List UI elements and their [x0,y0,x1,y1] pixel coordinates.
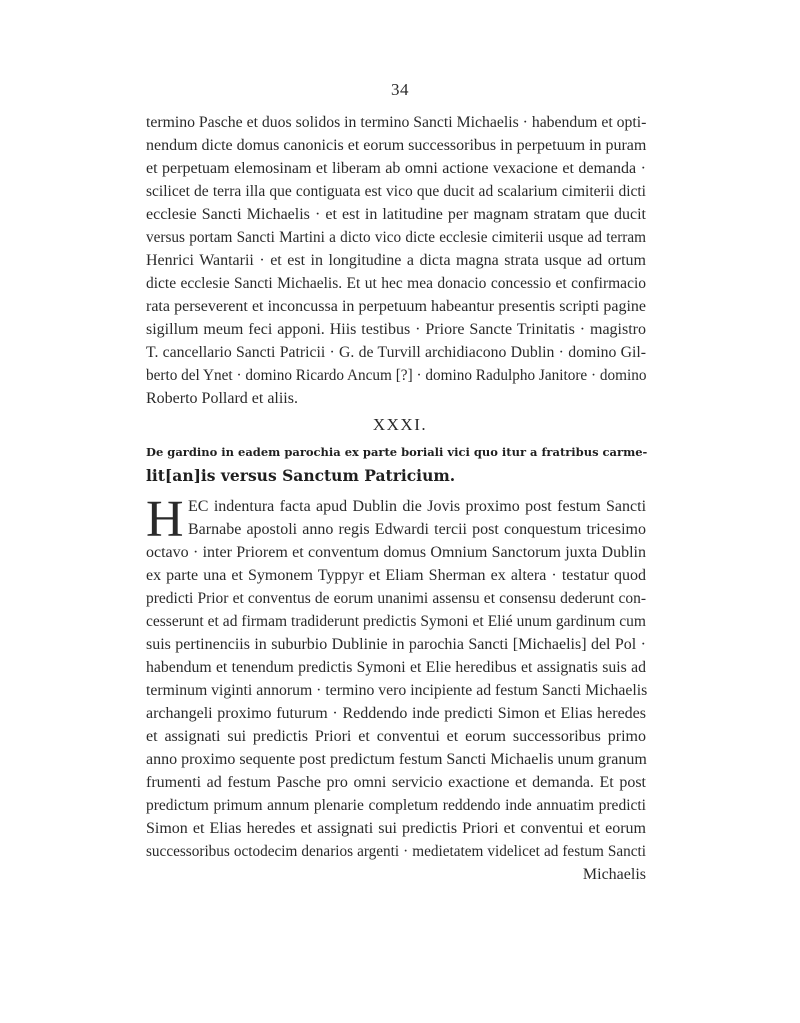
text-line: scilicet de terra illa que contiguata est vico que ducit ad scalarium cimiterii dicti [146,183,646,200]
drop-cap: H [146,491,184,548]
heading-line: De gardino in eadem parochia ex parte boriali vici quo itur a fratribus carme- [146,445,648,459]
text-line: habendum et tenendum predictis Symoni et Elie heredibus et assignatis suis ad [146,659,646,676]
text-line: octavo · inter Priorem et conventum domus Omnium Sanctorum juxta Dublin [146,544,646,561]
text-line: terminum viginti annorum · termino vero incipiente ad festum Sancti Michaelis [146,682,648,699]
text-line: et assignati sui predictis Priori et conventui et eorum successoribus primo [146,728,646,745]
text-line: predicti Prior et conventus de eorum unanimi assensu et consensu dederunt con- [146,590,646,607]
text-line: frumenti ad festum Pasche pro omni servicio exactione et demanda. Et post [146,774,646,791]
text-line: Barnabe apostoli anno regis Edwardi tercii post conquestum tricesimo [188,521,646,538]
text-line: et perpetuam elemosinam et liberam ab omni actione vexacione et demanda · [146,160,646,177]
text-line: ex parte una et Symonem Typpyr et Eliam Sherman ex altera · testatur quod [146,567,646,584]
text-line: sigillum meum feci apponi. Hiis testibus · Priore Sancte Trinitatis · magistro [146,321,646,338]
text-line: cesserunt et ad firmam tradiderunt predictis Symoni et Elié unum gardinum cum [146,613,646,630]
catchword: Michaelis [582,866,646,883]
text-line: ecclesie Sancti Michaelis · et est in latitudine per magnam stratam que ducit [146,206,646,223]
text-line: predictum primum annum plenarie completum reddendo inde annuatim predicti [146,797,646,814]
text-line: archangeli proximo futurum · Reddendo inde predicti Simon et Elias heredes [146,705,646,722]
section-number: XXXI. [372,415,428,434]
text-line: Henrici Wantarii · et est in longitudine a dicta magna strata usque ad ortum [146,252,646,269]
first-word-rest: EC [188,498,209,515]
paragraph-indenture [146,491,648,886]
text-line: termino Pasche et duos solidos in termino Sancti Michaelis · habendum et opti- [146,114,647,131]
text-line: T. cancellario Sancti Patricii · G. de Turvill archidiacono Dublin · domino Gil- [146,344,646,361]
text-line: rata perseverent et inconcussa in perpetuum habeantur presentis scripti pagine [146,298,646,315]
page-number: 34 [391,80,409,99]
text-line: anno proximo sequente post predictum festum Sancti Michaelis unum granum [146,751,647,768]
heading-line: lit[an]is versus Sanctum Patricium. [146,466,456,485]
section-heading [146,440,646,488]
text-line: berto del Ynet · domino Ricardo Ancum [?] · domino Radulpho Janitore · domino [146,367,647,384]
paragraph-continued [146,111,646,410]
text-line: versus portam Sancti Martini a dicto vico dicte ecclesie cimiterii usque ad terram [146,229,646,246]
text-line: Simon et Elias heredes et assignati sui predictis Priori et conventui et eorum [146,820,646,837]
text-line: dicte ecclesie Sancti Michaelis. Et ut hec mea donacio concessio et confirmacio [146,275,646,292]
text-line: successoribus octodecim denarios argenti · medietatem videlicet ad festum Sancti [146,843,646,860]
text-line: Roberto Pollard et aliis. [146,390,298,407]
text-line-content: indentura facta apud Dublin die Jovis proximo post festum Sancti [213,498,647,515]
text-line: nendum dicte domus canonicis et eorum successoribus in perpetuum in puram [146,137,647,154]
text-line-first [146,495,646,518]
text-line: suis pertinenciis in suburbio Dublinie in parochia Sancti [Michaelis] del Pol · [146,636,646,653]
